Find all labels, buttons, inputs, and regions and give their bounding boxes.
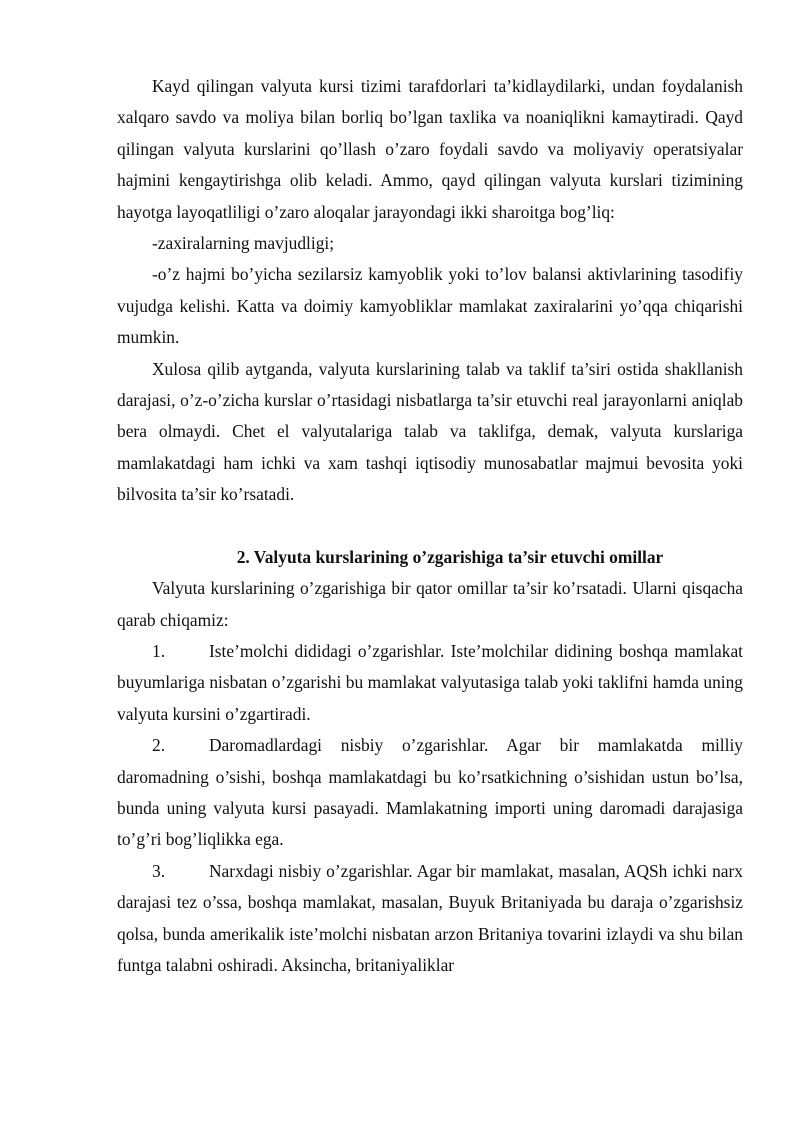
paragraph-reserves-condition: -zaxiralarning mavjudligi; — [152, 233, 335, 254]
list-item — [117, 856, 743, 982]
paragraph-conclusion: Xulosa qilib aytganda, valyuta kurslarining talab va taklif ta’siri ostida shakllanish darajasi, o’z-o’zicha kurslar o’rtasidagi nisbatlarga ta’sir etuvchi real jarayonlarni aniqlab bera olmaydi. Chet el valyutalariga talab va taklifga, demak, valyuta kurslariga mamlakatdagi ham ichki va xam tashqi iqtisodiy munosabatlar majmui bevosita yoki bilvosita ta’sir ko’rsatadi. — [117, 358, 743, 505]
list-item-number: 3. — [152, 860, 166, 881]
list-item-text: Iste’molchi dididagi o’zgarishlar. Iste’molchilar didining boshqa mamlakat buyumlariga nisbatan o’zgarishi bu mamlakat valyutasiga talab yoki taklifni hamda uning valyuta kursini o’zgartiradi. — [117, 640, 743, 724]
list-item — [117, 636, 743, 730]
paragraph-deficit-condition: -o’z hajmi bo’yicha sezilarsiz kamyoblik yoki to’lov balansi aktivlarining tasodifiy vujudga kelishi. Katta va doimiy kamyobliklar mamlakat zaxiralarini yo’qqa chiqarishi mumkin. — [117, 264, 743, 348]
list-item-text: Daromadlardagi nisbiy o’zgarishlar. Agar bir mamlakatda milliy daromadning o’sishi, boshqa mamlakatdagi bu ko’rsatkichning o’sishidan ustun bo’lsa, bunda uning valyuta kursi pasayadi. Mamlakatning importi uning daromadi darajasiga to’g’ri bog’liqlikka ega. — [117, 735, 743, 850]
section-intro: Valyuta kurslarining o’zgarishiga bir qator omillar ta’sir ko’rsatadi. Ularni qisqacha qarab chiqamiz: — [117, 578, 743, 630]
document-page — [117, 71, 743, 981]
section-heading: 2. Valyuta kurslarining o’zgarishiga ta’sir etuvchi omillar — [236, 546, 664, 567]
list-item-number: 1. — [152, 640, 166, 661]
paragraph-fixed-rate-advocates: Kayd qilingan valyuta kursi tizimi tarafdorlari ta’kidlaydilarki, undan foydalanish xalqaro savdo va moliya bilan borliq bo’lgan taxlika va noaniqlikni kamaytiradi. Qayd qilingan valyuta kurslarini qo’llash o’zaro foydali savdo va moliyaviy operatsiyalar hajmini kengaytirishga olib keladi. Ammo, qayd qilingan valyuta kurslari tizimining hayotga layoqatliligi o’zaro aloqalar jarayondagi ikki sharoitga bog’liq: — [117, 76, 743, 222]
list-item — [117, 730, 743, 856]
list-item-text: Narxdagi nisbiy o’zgarishlar. Agar bir mamlakat, masalan, AQSh ichki narx darajasi tez o’ssa, boshqa mamlakat, masalan, Buyuk Britaniyada bu daraja o’zgarishsiz qolsa, bunda amerikalik iste’molchi nisbatan arzon Britaniya tovarini izlaydi va shu bilan funtga talabni oshiradi. Aksincha, britaniyaliklar — [117, 860, 743, 975]
list-item-number: 2. — [152, 735, 166, 756]
